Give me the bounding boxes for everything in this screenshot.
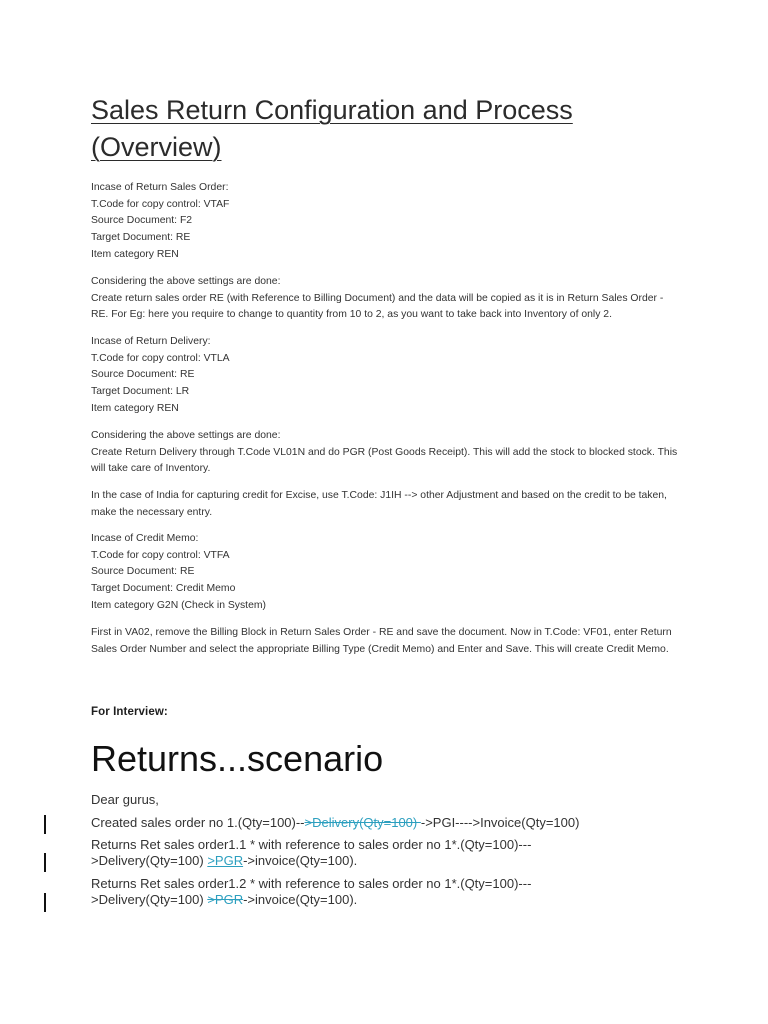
line1-text-b: ->PGI---->Invoice(Qty=100) xyxy=(420,815,580,830)
line1-strikethrough: >Delivery(Qty=100) xyxy=(304,815,421,830)
credit-memo-section xyxy=(91,531,681,615)
greeting-text: Dear gurus, xyxy=(91,792,159,807)
rd-considering-text: Create Return Delivery through T.Code VL01N and do PGR (Post Goods Receipt). This will add the stock to blocked stock. This will take care of Inventory. xyxy=(91,446,678,475)
va02-text: First in VA02, remove the Billing Block in Return Sales Order - RE and save the document. Now in T.Code: VF01, enter Return Sales Order Number and select the appropriate Billing Type (Credit Memo) and Enter and Save. This will create Credit Memo. xyxy=(91,627,672,655)
return-sales-order-section xyxy=(91,180,681,264)
rd-considering-section xyxy=(91,428,681,478)
cm-line: T.Code for copy control: VTFA xyxy=(91,549,230,561)
greeting xyxy=(91,792,711,808)
line2-pgr-link[interactable]: >PGR xyxy=(207,853,244,868)
line3-strikethrough: >PGR xyxy=(207,892,244,907)
text-cursor-marker xyxy=(44,815,46,834)
rd-considering-heading: Considering the above settings are done: xyxy=(91,430,281,441)
rso-considering-section xyxy=(91,274,681,324)
rso-line: Source Document: F2 xyxy=(91,215,193,227)
rso-line: T.Code for copy control: VTAF xyxy=(91,198,230,210)
rd-line: Source Document: RE xyxy=(91,369,195,381)
interview-label: For Interview: xyxy=(91,706,168,718)
rso-line: Target Document: RE xyxy=(91,232,191,244)
rd-line: T.Code for copy control: VTLA xyxy=(91,352,230,364)
text-cursor-marker xyxy=(44,853,46,872)
line2-text-b: >Delivery(Qty=100) xyxy=(91,853,208,868)
line2-text-a: Returns Ret sales order1.1 * with reference to sales order no 1*.(Qty=100)--- xyxy=(91,837,532,852)
text-cursor-marker xyxy=(44,893,46,912)
rd-line: Incase of Return Delivery: xyxy=(91,336,211,347)
rso-considering-heading: Considering the above settings are done: xyxy=(91,276,281,287)
document-title: Sales Return Configuration and Process (Overview) xyxy=(91,95,573,162)
line2-text-c: ->invoice(Qty=100). xyxy=(243,853,358,868)
va02-section xyxy=(91,625,681,658)
scenario-line-1 xyxy=(91,815,711,831)
line3-text-a: Returns Ret sales order1.2 * with reference to sales order no 1*.(Qty=100)--- xyxy=(91,876,532,891)
line3-text-b: >Delivery(Qty=100) xyxy=(91,892,208,907)
return-delivery-section xyxy=(91,334,681,418)
scenario-heading: Returns...scenario xyxy=(91,738,384,779)
cm-line: Source Document: RE xyxy=(91,566,195,578)
rd-line: Item category REN xyxy=(91,402,179,414)
cm-line: Incase of Credit Memo: xyxy=(91,533,199,544)
line1-text-a: Created sales order no 1.(Qty=100)-- xyxy=(91,815,305,830)
india-text: In the case of India for capturing credit for Excise, use T.Code: J1IH --> other Adjustment and based on the credit to be taken, make the necessary entry. xyxy=(91,490,667,518)
rso-line: Item category REN xyxy=(91,248,179,260)
cm-line: Target Document: Credit Memo xyxy=(91,583,236,595)
cm-line: Item category G2N (Check in System) xyxy=(91,599,266,611)
line3-text-c: ->invoice(Qty=100). xyxy=(243,892,358,907)
rd-line: Target Document: LR xyxy=(91,386,190,398)
india-section xyxy=(91,488,681,521)
scenario-line-2 xyxy=(91,837,711,869)
scenario-line-3 xyxy=(91,876,711,908)
rso-line: Incase of Return Sales Order: xyxy=(91,182,229,193)
rso-considering-text: Create return sales order RE (with Reference to Billing Document) and the data will be copied as it is in Return Sales Order - RE. For Eg: here you require to change to quantity from 10 to 2, as you want to take back into Inventory of only 2. xyxy=(91,292,664,321)
